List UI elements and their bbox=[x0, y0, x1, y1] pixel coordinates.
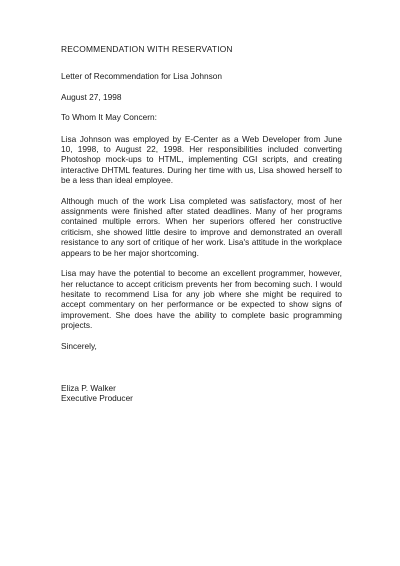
letter-subject: Letter of Recommendation for Lisa Johnson bbox=[61, 71, 222, 82]
signer-name: Eliza P. Walker bbox=[61, 382, 116, 393]
letter-page bbox=[61, 44, 342, 404]
letter-date: August 27, 1998 bbox=[61, 91, 122, 102]
body-paragraph-recommendation: Lisa may have the potential to become an excellent programmer, however, her reluctance to accept criticism prevents her from becoming such. I would hesitate to recommend Lisa for any job where she might be required to accept commentary on her performance or be expected to show signs of improvement. She does have the ability to complete basic programming projects. bbox=[61, 268, 342, 331]
letter-salutation: To Whom It May Concern: bbox=[61, 112, 157, 123]
body-paragraph-performance: Although much of the work Lisa completed was satisfactory, most of her assignments were finished after stated deadlines. Many of her programs contained multiple errors. When her superiors offered her constructive criticism, she showed little desire to improve and demonstrated an overall resistance to any sort of critique of her work. Lisa's attitude in the workplace appears to be her major shortcoming. bbox=[61, 195, 342, 258]
letter-closing: Sincerely, bbox=[61, 340, 97, 351]
signer-title: Executive Producer bbox=[61, 393, 133, 404]
body-paragraph-employment: Lisa Johnson was employed by E-Center as a Web Developer from June 10, 1998, to August 22, 1998. Her responsibilities included converting Photoshop mock-ups to HTML, implementing CGI scripts, and creating interactive DHTML features. During her time with us, Lisa showed herself to be a less than ideal employee. bbox=[61, 133, 342, 186]
letter-heading: RECOMMENDATION WITH RESERVATION bbox=[61, 44, 233, 54]
